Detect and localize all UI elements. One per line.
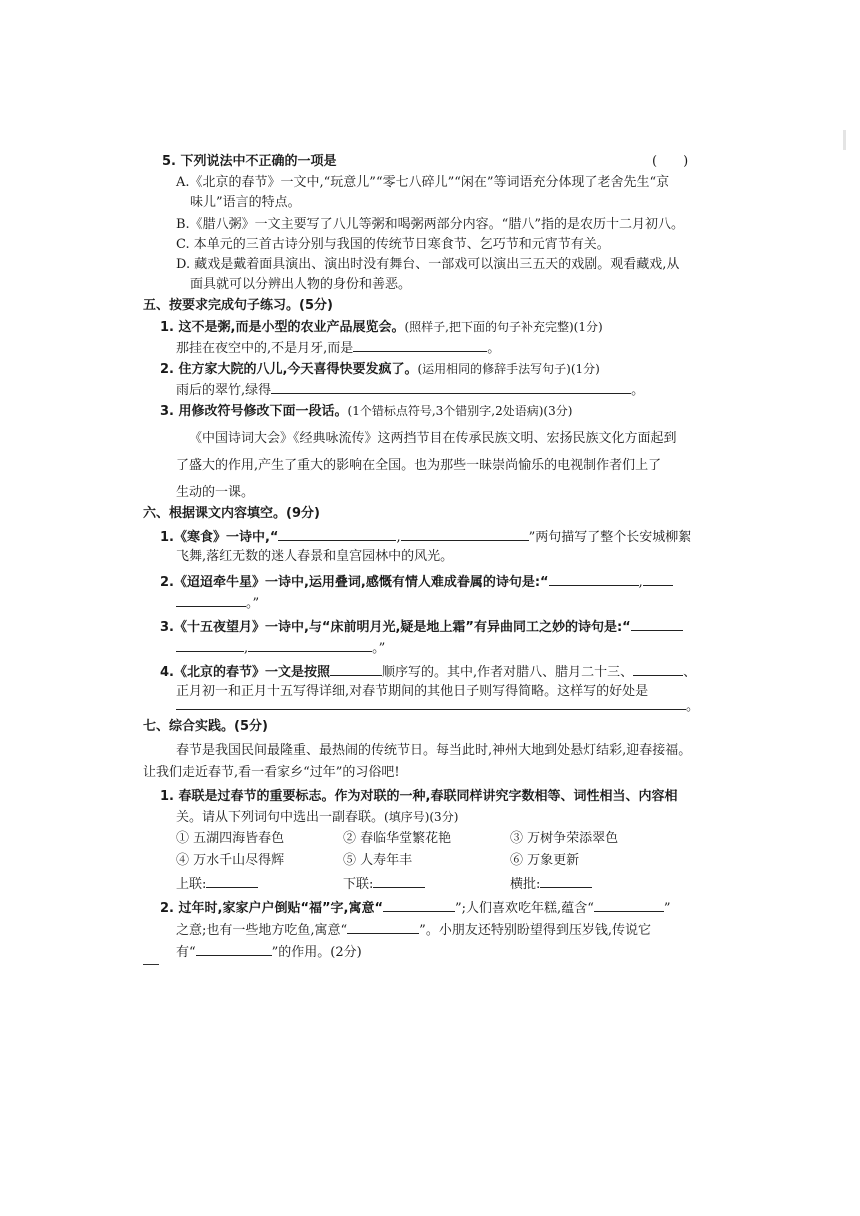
s6-q4-line3: 。: [176, 696, 699, 716]
s6-q2-line2: 。”: [176, 593, 259, 613]
s6-q3-blank-1a[interactable]: [631, 617, 683, 631]
s6-q4-line1: 4.《北京的春节》一文是按照 顺序写的。其中,作者对腊八、腊月二十三、 、: [160, 662, 696, 682]
s6-q4-blank-3[interactable]: [176, 696, 686, 710]
s6-q1-line1: 1.《寒食》一诗中,“ , ”两句描写了整个长安城柳絮: [160, 527, 691, 547]
s7-q2-blank-2[interactable]: [594, 898, 664, 912]
s5-q1: 1. 这不是粥,而是小型的农业产品展览会。(照样子,把下面的句子补充完整)(1分): [160, 320, 603, 335]
s6-q3-blank-1b[interactable]: [176, 638, 244, 652]
q5-option-d-line1: D. 藏戏是戴着面具演出、演出时没有舞台、一部戏可以演出三五天的戏剧。观看藏戏,从: [176, 257, 680, 272]
s5-q1-blank[interactable]: [353, 338, 487, 352]
section-5-heading: 五、按要求完成句子练习。(5分): [143, 298, 333, 313]
q5-option-a-line1: A.《北京的春节》一文中,“玩意儿”“零七八碎儿”“闲在”等词语充分体现了老舍先生“京: [176, 175, 670, 190]
s5-q1-answer-line: 那挂在夜空中的,不是月牙,而是 。: [176, 338, 500, 358]
s6-q1-line2: 飞舞,落红无数的迷人春景和皇宫园林中的风光。: [176, 549, 454, 564]
s7-q1-line2: 关。请从下列词句中选出一副春联。(填序号)(3分): [176, 810, 459, 825]
s6-q2-blank-1[interactable]: [549, 572, 639, 586]
q5-stem: 5. 下列说法中不正确的一项是: [162, 154, 337, 169]
s5-q3-paragraph-line1: 《中国诗词大会》《经典咏流传》这两挡节目在传承民族文明、宏扬民族文化方面起到: [189, 431, 677, 446]
s5-q2-answer-line: 雨后的翠竹,绿得 。: [176, 380, 644, 400]
q5-answer-paren[interactable]: ( ): [652, 154, 689, 169]
q5-option-b: B.《腊八粥》一文主要写了八儿等粥和喝粥两部分内容。“腊八”指的是农历十二月初八。: [176, 217, 684, 232]
lower-couplet-blank[interactable]: [373, 874, 425, 888]
s6-q4-blank-1[interactable]: [330, 662, 382, 676]
couplet-option-5: ⑤ 人寿年丰: [343, 853, 413, 868]
s7-q2-line2: 之意;也有一些地方吃鱼,寓意“ ”。小朋友还特别盼望得到压岁钱,传说它: [176, 920, 651, 940]
q5-option-a-line2: 味儿”语言的特点。: [190, 195, 301, 210]
s5-q2-blank[interactable]: [271, 380, 631, 394]
section-6-heading: 六、根据课文内容填空。(9分): [143, 506, 320, 521]
s5-q3-paragraph-line2: 了盛大的作用,产生了重大的影响在全国。也为那些一昧崇尚愉乐的电视制作者们上了: [176, 458, 662, 473]
scan-edge-mark: [843, 130, 846, 150]
s7-q2-blank-4[interactable]: [196, 942, 272, 956]
q5-option-c: C. 本单元的三首古诗分别与我国的传统节日寒食节、乞巧节和元宵节有关。: [176, 237, 610, 252]
q5-option-d-line2: 面具就可以分辨出人物的身份和善恶。: [190, 277, 412, 292]
s5-q3-paragraph-line3: 生动的一课。: [176, 485, 255, 500]
couplet-option-1: ① 五湖四海皆春色: [176, 831, 285, 846]
s7-q1-line1: 1. 春联是过春节的重要标志。作为对联的一种,春联同样讲究字数相等、词性相当、内容相: [160, 789, 678, 804]
s6-q3-line2: , 。”: [176, 638, 385, 658]
horizontal-scroll-answer: 横批:: [510, 874, 592, 894]
s5-q2: 2. 住方家大院的八儿,今天喜得快要发疯了。(运用相同的修辞手法写句子)(1分): [160, 362, 600, 377]
s6-q3-blank-2[interactable]: [248, 638, 372, 652]
s6-q1-blank-1[interactable]: [278, 527, 396, 541]
couplet-option-3: ③ 万树争荣添翠色: [510, 831, 619, 846]
s6-q4-blank-2[interactable]: [633, 662, 683, 676]
page-footer-rule: [143, 964, 159, 965]
s7-q2-line1: 2. 过年时,家家户户倒贴“福”字,寓意“ ”;人们喜欢吃年糕,蕴含“ ”: [160, 898, 671, 918]
s7-intro-line1: 春节是我国民间最隆重、最热闹的传统节日。每当此时,神州大地到处悬灯结彩,迎春接福。: [176, 743, 692, 758]
s6-q3-line1: 3.《十五夜望月》一诗中,与“床前明月光,疑是地上霜”有异曲同工之妙的诗句是:“: [160, 617, 683, 637]
s6-q2-line1: 2.《迢迢牵牛星》一诗中,运用叠词,感慨有情人难成眷属的诗句是:“ ,: [160, 572, 673, 592]
s7-intro-line2: 让我们走近春节,看一看家乡“过年”的习俗吧!: [143, 765, 400, 780]
upper-couplet-answer: 上联:: [176, 874, 258, 894]
upper-couplet-blank[interactable]: [206, 874, 258, 888]
s6-q2-blank-2b[interactable]: [176, 593, 246, 607]
couplet-option-2: ② 春临华堂繁花艳: [343, 831, 452, 846]
couplet-option-6: ⑥ 万象更新: [510, 853, 580, 868]
s6-q4-line2: 正月初一和正月十五写得详细,对春节期间的其他日子则写得简略。这样写的好处是: [176, 684, 649, 699]
horizontal-scroll-blank[interactable]: [540, 874, 592, 888]
s6-q2-blank-2a[interactable]: [643, 572, 673, 586]
s7-q2-line3: 有“ ”的作用。(2分): [176, 942, 362, 962]
s7-q2-blank-1[interactable]: [383, 898, 455, 912]
s6-q1-blank-2[interactable]: [401, 527, 529, 541]
couplet-option-4: ④ 万水千山尽得辉: [176, 853, 285, 868]
section-7-heading: 七、综合实践。(5分): [143, 719, 268, 734]
lower-couplet-answer: 下联:: [343, 874, 425, 894]
s7-q2-blank-3[interactable]: [347, 920, 419, 934]
s5-q3: 3. 用修改符号修改下面一段话。(1个错标点符号,3个错别字,2处语病)(3分): [160, 404, 573, 419]
